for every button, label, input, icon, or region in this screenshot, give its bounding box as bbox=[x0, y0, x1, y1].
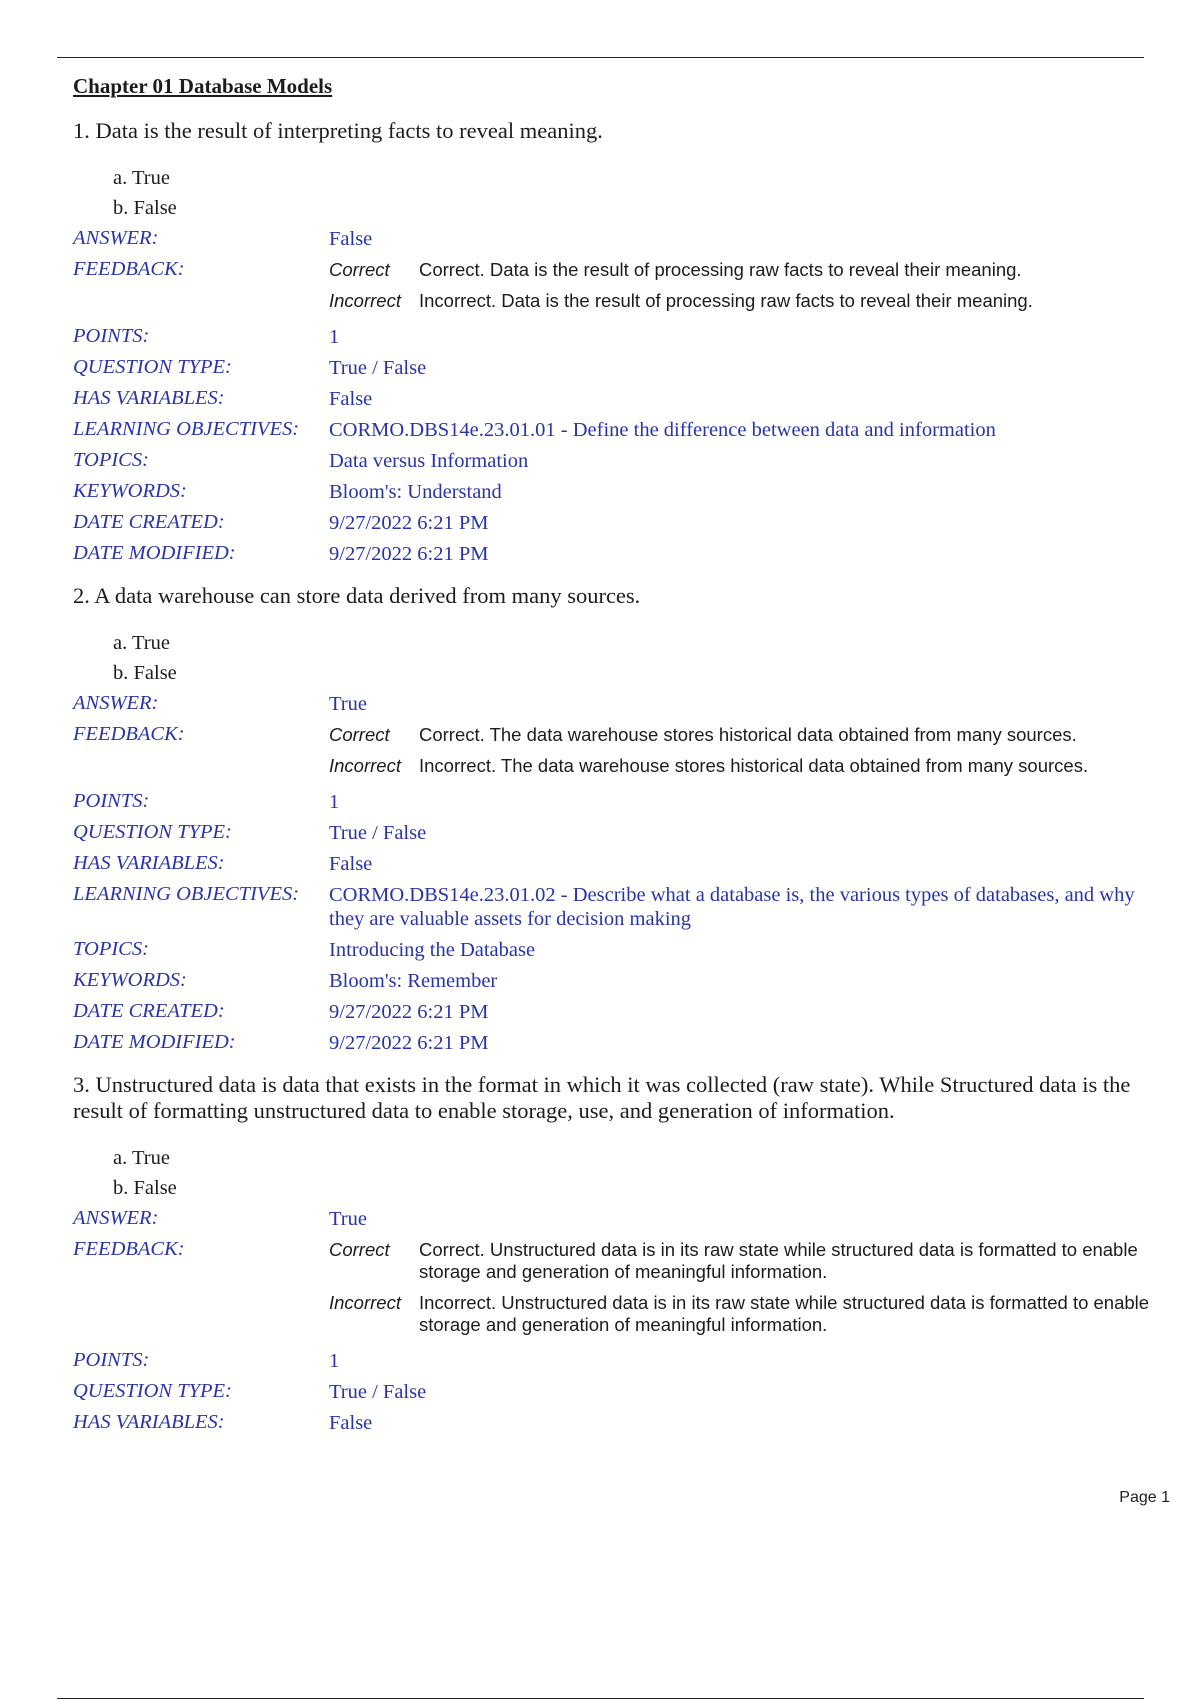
topics-label: TOPICS: bbox=[73, 449, 149, 471]
date-modified-label: DATE MODIFIED: bbox=[73, 1031, 236, 1053]
feedback-block bbox=[329, 719, 1163, 786]
question-3 bbox=[73, 1072, 1163, 1438]
question-metadata bbox=[73, 223, 1163, 569]
feedback-incorrect-text: Incorrect. The data warehouse stores historical data obtained from many sources. bbox=[419, 755, 1089, 776]
feedback-incorrect-key: Incorrect bbox=[329, 290, 401, 311]
question-stem: 2. A data warehouse can store data derived from many sources. bbox=[73, 583, 641, 608]
answer-value: False bbox=[329, 228, 373, 250]
answer-label: ANSWER: bbox=[73, 692, 159, 714]
question-type-value: True / False bbox=[329, 1381, 427, 1403]
keywords-label: KEYWORDS: bbox=[73, 480, 187, 502]
learning-objectives-value: CORMO.DBS14e.23.01.02 - Describe what a database is, the various types of databases, and why they are valuable assets for decision making bbox=[329, 884, 1135, 930]
bottom-rule bbox=[57, 1698, 1144, 1699]
points-value: 1 bbox=[329, 326, 340, 348]
has-variables-value: False bbox=[329, 1412, 373, 1434]
question-type-value: True / False bbox=[329, 822, 427, 844]
option-true: a. True bbox=[113, 632, 170, 654]
question-type-label: QUESTION TYPE: bbox=[73, 356, 232, 378]
feedback-label: FEEDBACK: bbox=[73, 723, 185, 745]
top-rule bbox=[57, 57, 1144, 58]
question-metadata bbox=[73, 688, 1163, 1058]
has-variables-value: False bbox=[329, 853, 373, 875]
feedback-correct-text: Correct. The data warehouse stores historical data obtained from many sources. bbox=[419, 724, 1077, 745]
option-true: a. True bbox=[113, 1147, 170, 1169]
keywords-label: KEYWORDS: bbox=[73, 969, 187, 991]
keywords-value: Bloom's: Remember bbox=[329, 970, 498, 992]
learning-objectives-label: LEARNING OBJECTIVES: bbox=[73, 418, 300, 440]
feedback-incorrect-key: Incorrect bbox=[329, 755, 401, 776]
learning-objectives-label: LEARNING OBJECTIVES: bbox=[73, 883, 300, 905]
answer-value: True bbox=[329, 1208, 367, 1230]
points-label: POINTS: bbox=[73, 790, 150, 812]
answer-label: ANSWER: bbox=[73, 1207, 159, 1229]
learning-objectives-value: CORMO.DBS14e.23.01.01 - Define the difference between data and information bbox=[329, 419, 996, 441]
date-created-label: DATE CREATED: bbox=[73, 511, 225, 533]
option-false: b. False bbox=[113, 197, 177, 219]
chapter-title: Chapter 01 Database Models bbox=[73, 74, 333, 98]
question-stem: 1. Data is the result of interpreting facts to reveal meaning. bbox=[73, 118, 603, 143]
feedback-label: FEEDBACK: bbox=[73, 258, 185, 280]
topics-label: TOPICS: bbox=[73, 938, 149, 960]
date-modified-label: DATE MODIFIED: bbox=[73, 542, 236, 564]
option-true: a. True bbox=[113, 167, 170, 189]
option-false: b. False bbox=[113, 1177, 177, 1199]
question-1 bbox=[73, 118, 1163, 569]
points-label: POINTS: bbox=[73, 1349, 150, 1371]
question-type-label: QUESTION TYPE: bbox=[73, 1380, 232, 1402]
question-2 bbox=[73, 583, 1163, 1058]
feedback-block bbox=[329, 254, 1163, 321]
feedback-correct-key: Correct bbox=[329, 724, 390, 745]
has-variables-label: HAS VARIABLES: bbox=[73, 387, 225, 409]
points-label: POINTS: bbox=[73, 325, 150, 347]
feedback-label: FEEDBACK: bbox=[73, 1238, 185, 1260]
feedback-correct-text: Correct. Unstructured data is in its raw state while structured data is formatted to enable storage and generation of meaningful information. bbox=[419, 1239, 1138, 1282]
question-type-value: True / False bbox=[329, 357, 427, 379]
feedback-block bbox=[329, 1234, 1163, 1345]
document-page bbox=[73, 72, 1163, 1452]
feedback-incorrect-key: Incorrect bbox=[329, 1292, 401, 1313]
answer-label: ANSWER: bbox=[73, 227, 159, 249]
date-created-label: DATE CREATED: bbox=[73, 1000, 225, 1022]
date-created-value: 9/27/2022 6:21 PM bbox=[329, 1001, 489, 1023]
date-created-value: 9/27/2022 6:21 PM bbox=[329, 512, 489, 534]
date-modified-value: 9/27/2022 6:21 PM bbox=[329, 543, 489, 565]
keywords-value: Bloom's: Understand bbox=[329, 481, 502, 503]
topics-value: Data versus Information bbox=[329, 450, 529, 472]
has-variables-label: HAS VARIABLES: bbox=[73, 852, 225, 874]
feedback-correct-key: Correct bbox=[329, 259, 390, 280]
answer-value: True bbox=[329, 693, 367, 715]
feedback-incorrect-text: Incorrect. Data is the result of processing raw facts to reveal their meaning. bbox=[419, 290, 1033, 311]
points-value: 1 bbox=[329, 1350, 340, 1372]
points-value: 1 bbox=[329, 791, 340, 813]
question-type-label: QUESTION TYPE: bbox=[73, 821, 232, 843]
question-metadata bbox=[73, 1203, 1163, 1438]
feedback-correct-key: Correct bbox=[329, 1239, 390, 1260]
date-modified-value: 9/27/2022 6:21 PM bbox=[329, 1032, 489, 1054]
topics-value: Introducing the Database bbox=[329, 939, 536, 961]
feedback-incorrect-text: Incorrect. Unstructured data is in its raw state while structured data is formatted to enable storage and generation of meaningful information. bbox=[419, 1292, 1150, 1335]
page-number: Page 1 bbox=[1119, 1489, 1170, 1506]
question-stem: 3. Unstructured data is data that exists in the format in which it was collected (raw state). While Structured data is the result of formatting unstructured data to enable storage, use, and generation of information. bbox=[73, 1072, 1131, 1123]
feedback-correct-text: Correct. Data is the result of processing raw facts to reveal their meaning. bbox=[419, 259, 1022, 280]
option-false: b. False bbox=[113, 662, 177, 684]
has-variables-label: HAS VARIABLES: bbox=[73, 1411, 225, 1433]
has-variables-value: False bbox=[329, 388, 373, 410]
